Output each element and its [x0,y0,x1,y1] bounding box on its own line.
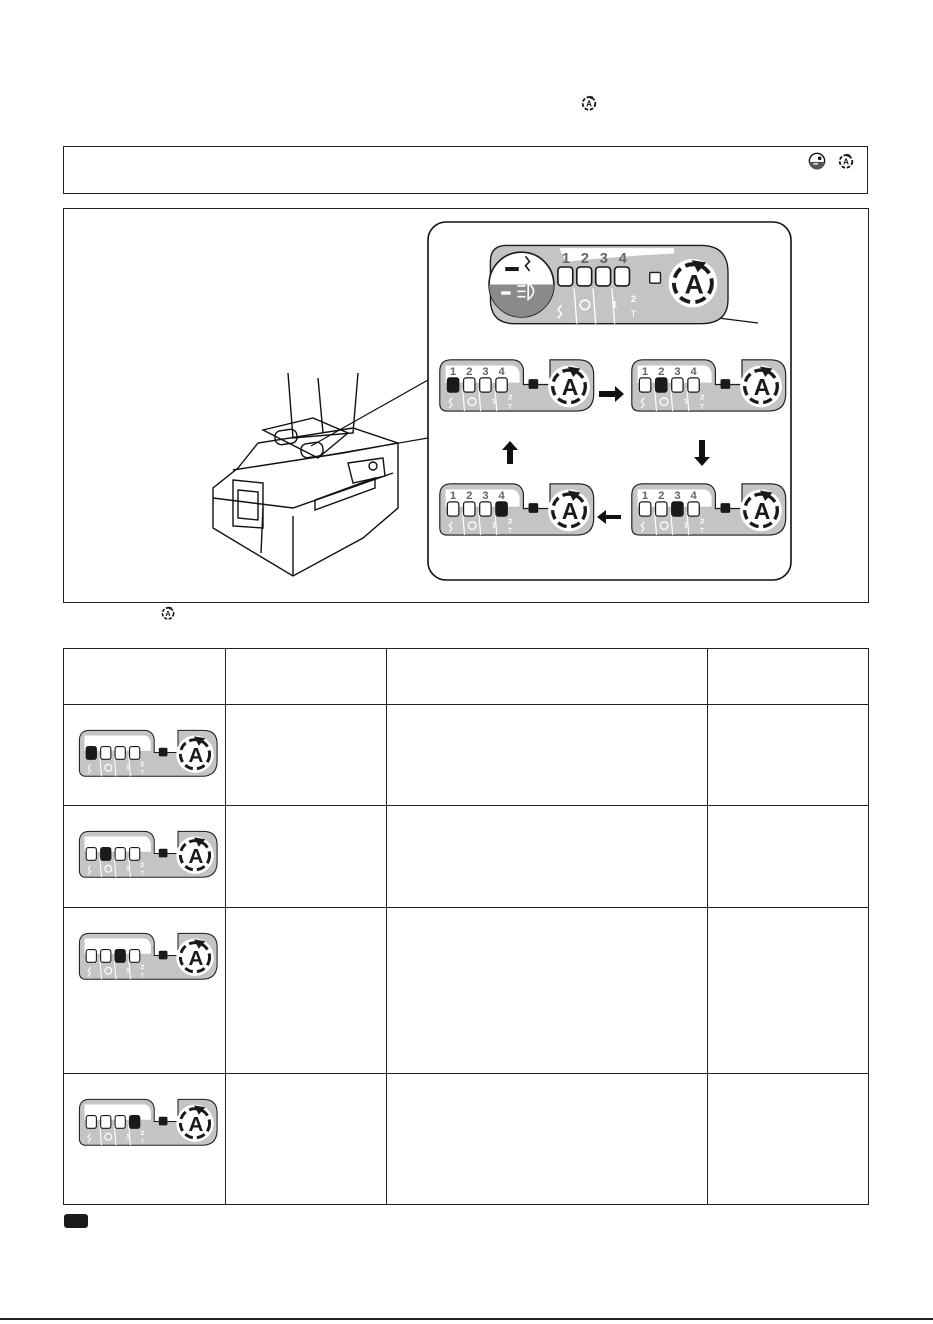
sub-label: 2 [140,862,145,870]
t-label: T [140,870,145,878]
mode-number-label: 1 [449,366,457,378]
led-lit [447,378,458,392]
figure-illustration [63,208,869,603]
tool-drawing [213,373,398,576]
t-label: T [699,526,705,536]
large-panel-group [489,245,728,323]
row-panel-3 [64,908,225,1008]
led-unlit [558,267,573,286]
control-panel [632,360,786,411]
led-unlit [101,1116,111,1129]
row-panel-4 [64,1074,225,1184]
led-unlit [596,267,611,286]
led-unlit [615,267,630,286]
table-cell [708,705,869,806]
sub-label: 1 [125,764,130,772]
mode-number-label: 2 [580,250,590,267]
mode-number-label: 3 [482,490,489,502]
light-mode-icon [808,152,826,170]
sub-label: 2 [699,392,705,402]
mode-table [63,648,869,1205]
table-cell [708,1074,869,1205]
led-unlit [464,502,475,516]
sub-label: 2 [140,1130,145,1138]
t-label: T [507,402,513,412]
led-unlit [130,950,140,963]
led-lit [496,502,507,516]
led-unlit [672,378,683,392]
led-unlit [86,1116,96,1129]
assist-mode-letter: A [753,374,771,401]
assist-mode-letter: A [188,845,204,869]
led-lit [86,747,96,760]
assist-mode-letter: A [561,498,579,525]
control-panel [79,1099,217,1145]
table-row [64,908,869,1074]
assist-indicator-square [721,380,730,389]
panel-cell [64,705,226,806]
table-cell [226,705,387,806]
control-panel [632,484,786,535]
control-panel [440,360,594,411]
led-unlit [577,267,592,286]
row-panel-1 [64,705,225,805]
assist-mode-letter: A [188,947,204,971]
t-label: T [140,1138,145,1146]
assist-indicator-square [159,748,167,756]
led-lit [101,848,111,861]
header-cell [64,649,226,705]
led-unlit [688,378,699,392]
led-unlit [130,747,140,760]
table-cell [708,908,869,1074]
mode-number-label: 4 [498,490,505,502]
mode-number-label: 4 [690,366,697,378]
led-lit [115,950,125,963]
led-unlit [480,502,491,516]
led-unlit [86,848,96,861]
mode-number-label: 1 [561,250,571,267]
led-unlit [656,502,667,516]
led-unlit [86,950,96,963]
assist-mode-letter: A [753,498,771,525]
control-panel [79,831,217,877]
t-label: T [140,972,145,980]
large-control-panel [489,245,728,323]
table-cell [226,908,387,1074]
sub-label: 2 [507,516,513,526]
t-label: T [699,402,705,412]
table-cell [708,806,869,908]
led-unlit [115,848,125,861]
t-label: T [630,308,637,320]
mode-number-label: 2 [466,366,473,378]
sub-label: 2 [140,761,145,769]
led-unlit [639,378,650,392]
mode-number-label: 3 [599,250,608,267]
sub-label: 2 [630,294,637,306]
control-panel [440,484,594,535]
mode-number-label: 3 [482,366,489,378]
sub-label: 2 [507,392,513,402]
led-unlit [101,950,111,963]
assist-indicator-square [159,1117,167,1125]
lit-led-legend-square [64,1214,88,1228]
assist-mode-icon [580,94,598,112]
sub-label: 1 [491,396,497,406]
sub-label: 1 [683,396,689,406]
panel-cell [64,908,226,1074]
mode-number-label: 1 [641,490,649,502]
led-unlit [115,747,125,760]
sub-label: 2 [699,516,705,526]
svg-text:A: A [165,609,171,619]
assist-indicator-square [529,504,538,513]
light-dash [501,291,510,294]
t-label: T [140,769,145,777]
table-row [64,1074,869,1205]
panel-cell [64,1074,226,1205]
assist-mode-letter: A [561,374,579,401]
row-panel-2 [64,806,225,907]
mode-number-label: 3 [674,490,681,502]
table-row [64,806,869,908]
note-box [63,146,868,194]
svg-text:A: A [843,157,849,167]
header-cell [708,649,869,705]
sub-label: 1 [125,1133,130,1141]
mode-number-label: 2 [658,490,665,502]
led-lit [656,378,667,392]
mode-number-label: 4 [618,250,627,267]
table-cell [387,806,708,908]
mode-number-label: 2 [466,490,473,502]
sub-label: 1 [491,520,497,530]
assist-indicator-square [650,272,661,283]
mode-number-label: 2 [658,366,665,378]
table-cell [387,705,708,806]
led-lit [130,1116,140,1129]
control-panel [79,933,217,979]
assist-mode-icon [160,605,176,621]
assist-indicator-square [159,951,167,959]
assist-indicator-square [159,849,167,857]
table-cell [387,908,708,1074]
mode-number-label: 4 [690,490,697,502]
assist-indicator-square [529,380,538,389]
led-unlit [480,378,491,392]
table-header-row [64,649,869,705]
table-cell [226,1074,387,1205]
table-row [64,705,869,806]
sub-label: 1 [125,865,130,873]
sub-label: 2 [140,964,145,972]
led-unlit [115,1116,125,1129]
led-unlit [464,378,475,392]
assist-mode-icon [837,152,855,170]
control-panel [79,730,217,776]
assist-mode-letter: A [188,744,204,768]
header-cell [226,649,387,705]
page-bottom-rule [0,1318,933,1320]
led-unlit [688,502,699,516]
panel-cell [64,806,226,908]
header-cell [387,649,708,705]
sub-label: 1 [683,520,689,530]
mode-number-label: 3 [674,366,681,378]
led-unlit [447,502,458,516]
mode-number-label: 1 [641,366,649,378]
assist-mode-letter: A [188,1113,204,1137]
t-label: T [507,526,513,536]
assist-indicator-square [721,504,730,513]
sub-label: 1 [125,967,130,975]
led-lit [672,502,683,516]
tool-glyph [505,267,519,271]
mode-number-label: 1 [449,490,457,502]
led-unlit [639,502,650,516]
mode-number-label: 4 [498,366,505,378]
table-cell [387,1074,708,1205]
led-unlit [101,747,111,760]
led-unlit [496,378,507,392]
table-cell [226,806,387,908]
led-unlit [130,848,140,861]
sub-label: 1 [611,299,618,311]
assist-mode-letter: A [684,269,704,300]
svg-text:A: A [586,99,592,109]
